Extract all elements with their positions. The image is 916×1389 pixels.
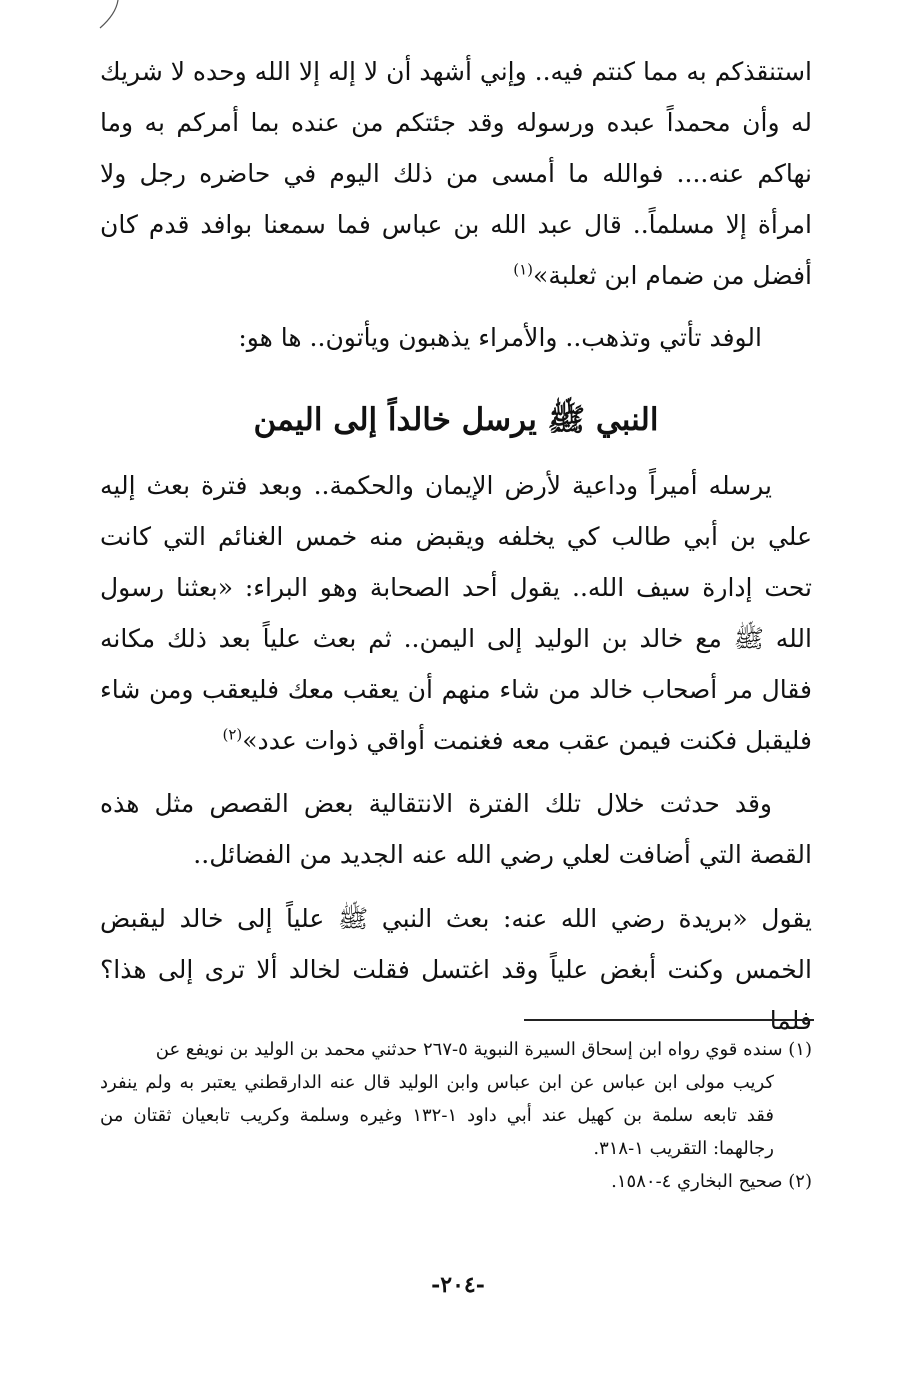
paragraph-body bbox=[100, 893, 812, 1046]
paragraph-text: وقد حدثت خلال تلك الفترة الانتقالية بعض القصص مثل هذه القصة التي أضافت لعلي رضي الله عنه الجديد من الفضائل.. bbox=[100, 789, 812, 869]
footnote-1-text: سنده قوي رواه ابن إسحاق السيرة النبوية ٥-٢٦٧ حدثني محمد بن الوليد بن نويفع عن bbox=[155, 1039, 783, 1060]
page-number: -٢٠٤- bbox=[431, 1272, 485, 1298]
section-heading: النبي ﷺ يرسل خالداً إلى اليمن bbox=[253, 402, 659, 438]
paragraph-text: استنقذكم به مما كنتم فيه.. وإني أشهد أن لا إله إلا الله وحده لا شريك له وأن محمداً عبده ورسوله وقد جئتكم من عنده بما أمركم به وما نهاكم عنه.... فوالله ما أمسى من ذلك اليوم في حاضره رجل ولا امرأة إلا مسلماً.. قال عبد الله بن عباس فما سمعنا بوافد قدم كان أفضل من ضمام ابن ثعلبة» bbox=[100, 57, 812, 290]
paragraph-text: يقول «بريدة رضي الله عنه: بعث النبي ﷺ علياً إلى خالد ليقبض الخمس وكنت أبغض علياً وقد اغتسل فقلت لخالد ألا ترى إلى هذا؟ فلما bbox=[100, 904, 812, 1035]
paragraph-text: يرسله أميراً وداعية لأرض الإيمان والحكمة.. وبعد فترة بعث إليه علي بن أبي طالب كي يخلفه ويقبض منه خمس الغنائم التي كانت تحت إدارة سيف الله.. يقول أحد الصحابة وهو البراء: «بعثنا رسول الله ﷺ مع خالد بن الوليد إلى اليمن.. ثم بعث علياً بعد ذلك مكانه فقال مر أصحاب خالد من شاء منهم أن يعقب معك فليعقب ومن شاء فليقبل فكنت فيمن عقب معه فغنمت أواقي ذوات عدد» bbox=[100, 471, 812, 755]
footnote-2-line bbox=[100, 1165, 812, 1198]
footnote-1-line bbox=[100, 1033, 812, 1066]
footnote-2-text: صحيح البخاري ٤-١٥٨٠. bbox=[611, 1171, 783, 1192]
footnote-2-marker: (٢) bbox=[788, 1171, 812, 1192]
scan-corner-mark bbox=[98, 0, 122, 30]
footnote-ref-1: (١) bbox=[513, 260, 534, 279]
paragraph-text: الوفد تأتي وتذهب.. والأمراء يذهبون ويأتون.. ها هو: bbox=[238, 323, 762, 352]
transition-paragraph bbox=[100, 312, 812, 363]
paragraph-continuation bbox=[100, 46, 812, 301]
paragraph-body bbox=[100, 778, 812, 880]
footnote-separator bbox=[524, 1019, 814, 1021]
footnotes bbox=[100, 1033, 812, 1198]
paragraph-body bbox=[100, 460, 812, 766]
footnote-ref-2: (٢) bbox=[222, 725, 243, 744]
footnote-1-marker: (١) bbox=[788, 1039, 812, 1060]
footnote-1-continuation: كريب مولى ابن عباس عن ابن عباس وابن الوليد قال عنه الدارقطني يعتبر به ولم ينفرد فقد تابعه سلمة بن كهيل عند أبي داود ١-١٣٢ وغيره وسلمة وكريب تابعيان ثقتان من رجالهما: التقريب ١-٣١٨. bbox=[100, 1072, 774, 1159]
